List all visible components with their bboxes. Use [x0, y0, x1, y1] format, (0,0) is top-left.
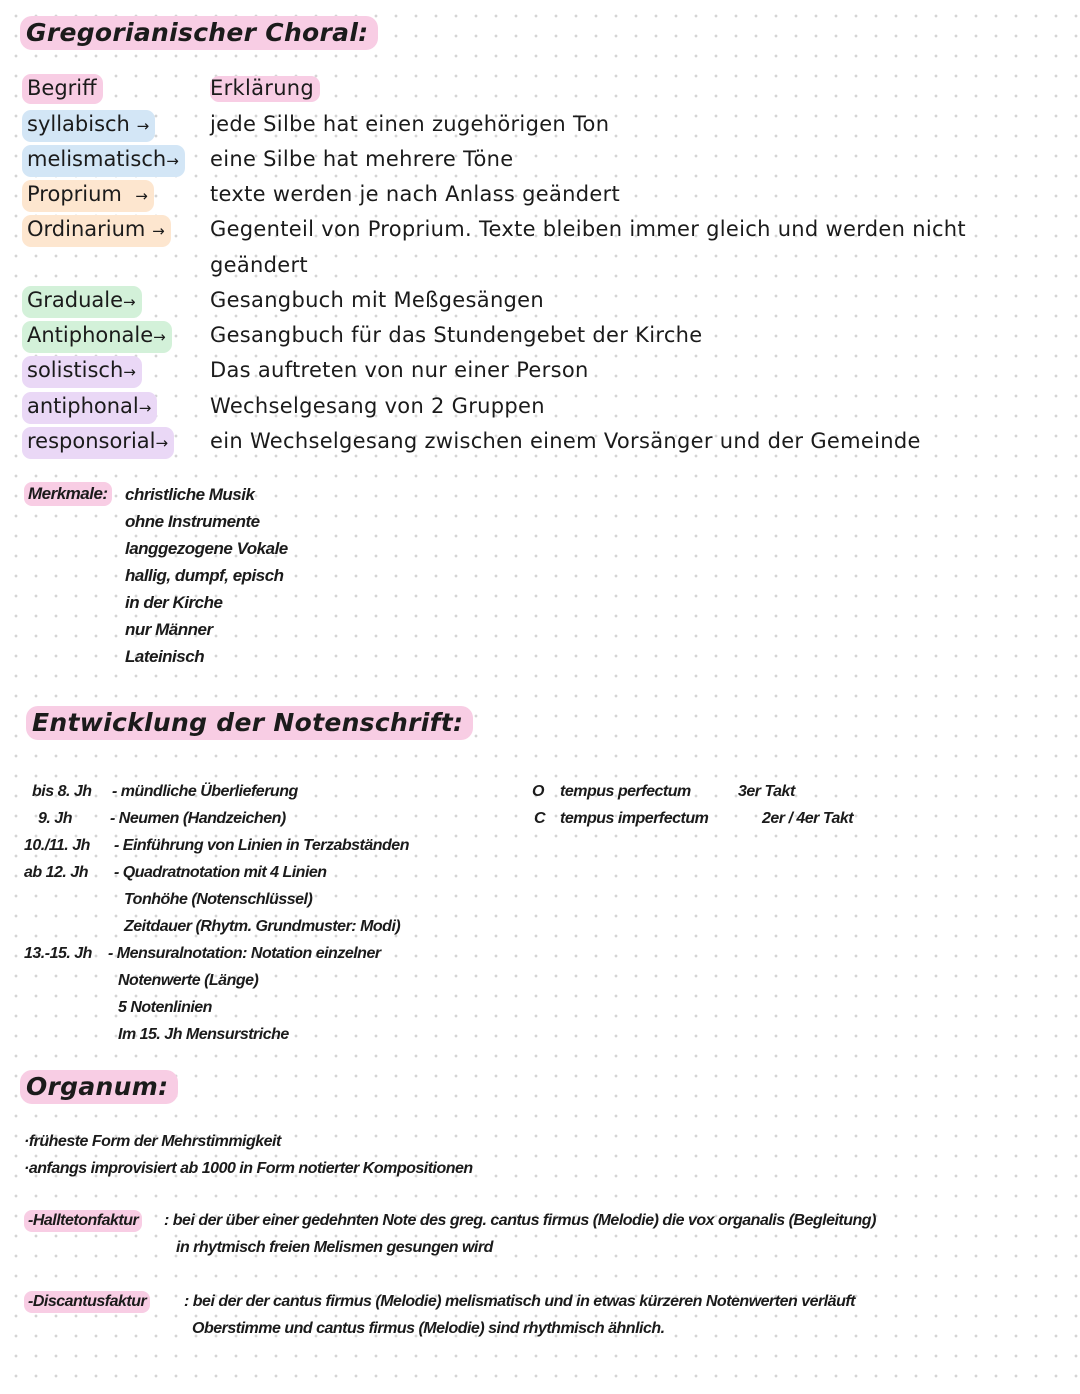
- term-row: [22, 321, 172, 353]
- term-explanation: Wechselgesang von 2 Gruppen: [210, 394, 545, 418]
- timeline-text: - Einführung von Linien in Terzabständen: [114, 837, 409, 854]
- term-row: [22, 286, 142, 318]
- header-erklaerung-wrap: [210, 74, 320, 102]
- timeline-text: Notenwerte (Länge): [118, 972, 259, 989]
- term-explanation: Gesangbuch für das Stundengebet der Kirche: [210, 323, 703, 347]
- section-title-gregorianischer-choral: Gregorianischer Choral:: [20, 16, 378, 50]
- section-title-notenschrift: Entwicklung der Notenschrift:: [26, 706, 473, 740]
- merkmal-item: langgezogene Vokale: [125, 539, 288, 558]
- timeline-text: - Quadratnotation mit 4 Linien: [114, 864, 327, 881]
- arrow-icon: →: [123, 293, 136, 311]
- halteton-label: -Halltetonfaktur: [24, 1210, 142, 1232]
- term-label: responsorial: [27, 429, 156, 453]
- term-label: syllabisch: [27, 112, 130, 136]
- tempus-takt: 3er Takt: [738, 783, 795, 800]
- timeline-date: 13.-15. Jh: [24, 945, 92, 962]
- term-row: [22, 215, 171, 247]
- term-row: [22, 180, 154, 212]
- merkmale-label: Merkmale:: [24, 482, 112, 506]
- timeline-date: ab 12. Jh: [24, 864, 88, 881]
- timeline-text: Im 15. Jh Mensurstriche: [118, 1026, 289, 1043]
- merkmal-item: in der Kirche: [125, 593, 223, 612]
- term-label: Antiphonale: [27, 323, 154, 347]
- timeline-date: 9. Jh: [38, 810, 72, 827]
- merkmal-item: hallig, dumpf, episch: [125, 566, 284, 585]
- halteton-text-continued: in rhytmisch freien Melismen gesungen wird: [176, 1239, 493, 1256]
- timeline-text: - mündliche Überlieferung: [112, 783, 298, 800]
- header-begriff: Begriff: [22, 74, 103, 104]
- timeline-text: Zeitdauer (Rhytm. Grundmuster: Modi): [124, 918, 401, 935]
- arrow-icon: →: [135, 187, 148, 205]
- timeline-date: 10./11. Jh: [24, 837, 90, 854]
- timeline-text: - Mensuralnotation: Notation einzelner: [108, 945, 381, 962]
- tempus-symbol: C: [534, 810, 546, 827]
- term-row: [22, 392, 157, 424]
- arrow-icon: →: [138, 399, 152, 417]
- arrow-icon: →: [136, 117, 150, 135]
- timeline-date: bis 8. Jh: [32, 783, 92, 800]
- term-label: solistisch: [27, 358, 124, 382]
- arrow-icon: →: [166, 152, 179, 170]
- tempus-symbol: O: [532, 783, 544, 800]
- organum-bullet: ·früheste Form der Mehrstimmigkeit: [24, 1133, 281, 1150]
- term-label: melismatisch: [27, 147, 167, 171]
- term-label: Ordinarium: [27, 217, 146, 241]
- halteton-text: : bei der über einer gedehnten Note des greg. cantus firmus (Melodie) die vox organalis (Begleitung): [164, 1212, 876, 1229]
- tempus-name: tempus imperfectum: [560, 810, 709, 827]
- tempus-takt: 2er / 4er Takt: [762, 810, 854, 827]
- term-explanation: eine Silbe hat mehrere Töne: [210, 147, 514, 171]
- header-erklaerung: Erklärung: [210, 76, 320, 102]
- arrow-icon: →: [155, 434, 169, 452]
- arrow-icon: →: [152, 222, 165, 240]
- term-label: antiphonal: [27, 394, 139, 418]
- term-explanation: Gegenteil von Proprium. Texte bleiben immer gleich und werden nicht: [210, 217, 966, 241]
- discantus-label: -Discantusfaktur: [24, 1291, 150, 1313]
- term-row: [22, 110, 155, 142]
- term-explanation: Das auftreten von nur einer Person: [210, 358, 589, 382]
- tempus-name: tempus perfectum: [560, 783, 691, 800]
- merkmal-item: Lateinisch: [125, 647, 205, 666]
- term-label: Proprium: [27, 182, 122, 206]
- term-row: [22, 356, 142, 388]
- term-explanation-continued: geändert: [210, 253, 308, 277]
- term-row: [22, 427, 174, 459]
- merkmal-item: ohne Instrumente: [125, 512, 260, 531]
- term-explanation: texte werden je nach Anlass geändert: [210, 182, 621, 206]
- term-explanation: jede Silbe hat einen zugehörigen Ton: [210, 112, 610, 136]
- timeline-text: 5 Notenlinien: [118, 999, 212, 1016]
- term-explanation: ein Wechselgesang zwischen einem Vorsänger und der Gemeinde: [210, 429, 921, 453]
- timeline-text: Tonhöhe (Notenschlüssel): [124, 891, 313, 908]
- term-row: [22, 145, 185, 177]
- merkmal-item: nur Männer: [125, 620, 213, 639]
- organum-bullet: ·anfangs improvisiert ab 1000 in Form notierter Kompositionen: [24, 1160, 473, 1177]
- discantus-text: : bei der der cantus firmus (Melodie) melismatisch und in etwas kürzeren Notenwerten verläuft: [184, 1293, 855, 1310]
- term-explanation: Gesangbuch mit Meßgesängen: [210, 288, 545, 312]
- arrow-icon: →: [153, 328, 166, 346]
- discantus-text-continued: Oberstimme und cantus firmus (Melodie) sind rhythmisch ähnlich.: [192, 1320, 665, 1337]
- merkmal-item: christliche Musik: [125, 485, 255, 504]
- arrow-icon: →: [123, 363, 136, 381]
- section-title-organum: Organum:: [20, 1070, 178, 1104]
- term-label: Graduale: [27, 288, 124, 312]
- timeline-text: - Neumen (Handzeichen): [110, 810, 286, 827]
